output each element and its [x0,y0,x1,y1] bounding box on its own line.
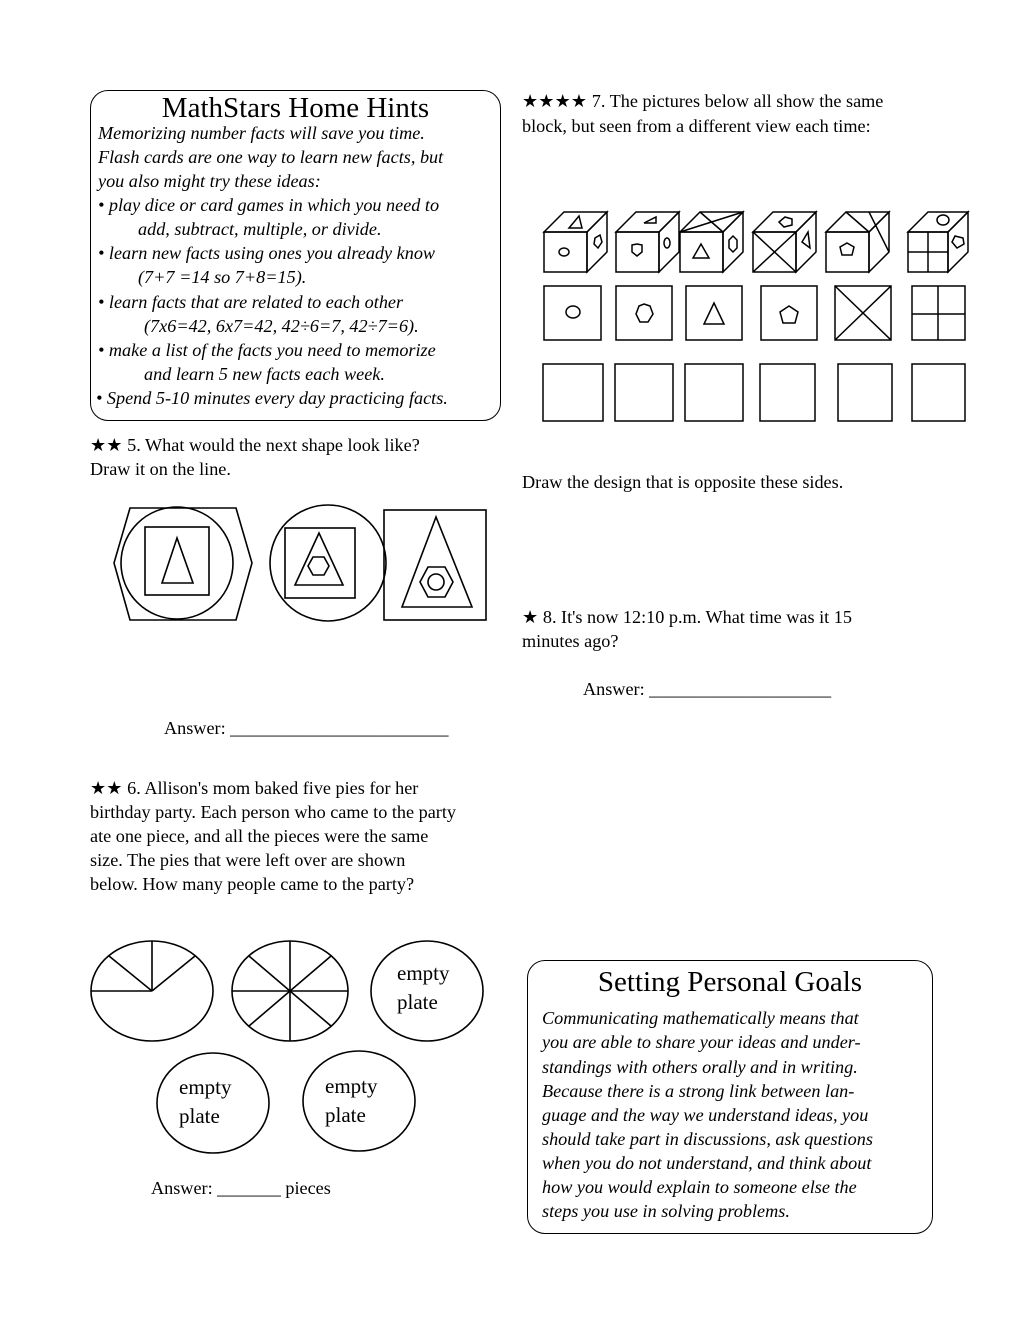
hint-line: • make a list of the facts you need to memorize [98,340,436,360]
cube-view-3 [680,212,743,272]
hexagon-shape [420,567,453,597]
hint-line: Flash cards are one way to learn new facts, but [98,147,444,167]
empty-plate-label: plate [397,990,438,1014]
empty-plate-label: empty [179,1075,232,1099]
question-8-text: minutes ago? [522,631,619,651]
hexagon-shape [114,508,252,620]
goals-line: Communicating mathematically means that [542,1008,859,1028]
personal-goals-title: Setting Personal Goals [597,966,863,998]
question-6-answer[interactable]: Answer: _______ pieces [151,1178,331,1198]
goals-line: should take part in discussions, ask questions [542,1129,873,1149]
hint-line: add, subtract, multiple, or divide. [138,219,382,239]
cube-view-1 [544,212,607,272]
answer-square [543,364,603,421]
block-views [540,208,980,428]
face-view [544,286,601,340]
face-view [616,286,672,340]
question-5-shape-sequence [110,505,510,635]
answer-square [760,364,815,421]
question-6-text: ate one piece, and all the pieces were the same [90,826,429,846]
goals-line: you are able to share your ideas and under- [542,1032,861,1052]
triangle-shape [295,533,343,585]
cube-view-6 [908,212,968,272]
question-8-text: ★ 8. It's now 12:10 p.m. What time was it 15 [522,607,852,627]
cube-view-5 [826,212,889,272]
question-8-answer[interactable]: Answer: ____________________ [583,679,832,699]
empty-plate-label: plate [325,1103,366,1127]
question-6-text: size. The pies that were left over are shown [90,850,406,870]
goals-line: when you do not understand, and think about [542,1153,872,1173]
face-view [761,286,817,340]
answer-square [685,364,743,421]
goals-line: how you would explain to someone else the [542,1177,857,1197]
answer-square [912,364,965,421]
question-6-text: below. How many people came to the party? [90,874,415,894]
hint-line: (7+7 =14 so 7+8=15). [138,267,307,287]
goals-line: steps you use in solving problems. [542,1201,790,1221]
question-5-answer[interactable]: Answer: ________________________ [164,718,449,738]
question-5-text: ★★ 5. What would the next shape look like? [90,435,420,455]
goals-line: standings with others orally and in writing. [542,1057,858,1077]
home-hints-title: MathStars Home Hints [161,92,430,124]
question-7-text: block, but seen from a different view each time: [522,116,871,136]
cube-view-4 [753,212,816,272]
cube-view-2 [616,212,679,272]
question-7-instruction: Draw the design that is opposite these sides. [522,472,844,492]
question-7-text: ★★★★ 7. The pictures below all show the same [522,91,884,111]
hexagon-shape [308,557,329,575]
hint-line: • play dice or card games in which you need to [98,195,440,215]
hint-line: you also might try these ideas: [98,171,321,191]
triangle-shape [162,538,193,583]
empty-plate-label: empty [325,1074,378,1098]
hint-line: • learn facts that are related to each other [98,292,404,312]
hint-line: Memorizing number facts will save you time. [98,123,425,143]
hint-line: (7x6=42, 6x7=42, 42÷6=7, 42÷7=6). [144,316,419,336]
goals-line: guage and the way we understand ideas, you [542,1105,869,1125]
answer-square [838,364,892,421]
triangle-shape [402,517,472,607]
question-5-text: Draw it on the line. [90,459,231,479]
face-view [686,286,742,340]
empty-plate-label: plate [179,1104,220,1128]
empty-plate-label: empty [397,961,450,985]
question-6-text: ★★ 6. Allison's mom baked five pies for her [90,778,419,798]
hint-line: • learn new facts using ones you already know [98,243,436,263]
goals-line: Because there is a strong link between lan- [542,1081,855,1101]
square-shape [285,528,355,598]
question-6-text: birthday party. Each person who came to the party [90,802,456,822]
circle-shape [428,574,444,590]
circle-shape [121,507,233,619]
hint-line: and learn 5 new facts each week. [144,364,385,384]
answer-square [615,364,673,421]
hint-line: • Spend 5-10 minutes every day practicing facts. [96,388,448,408]
